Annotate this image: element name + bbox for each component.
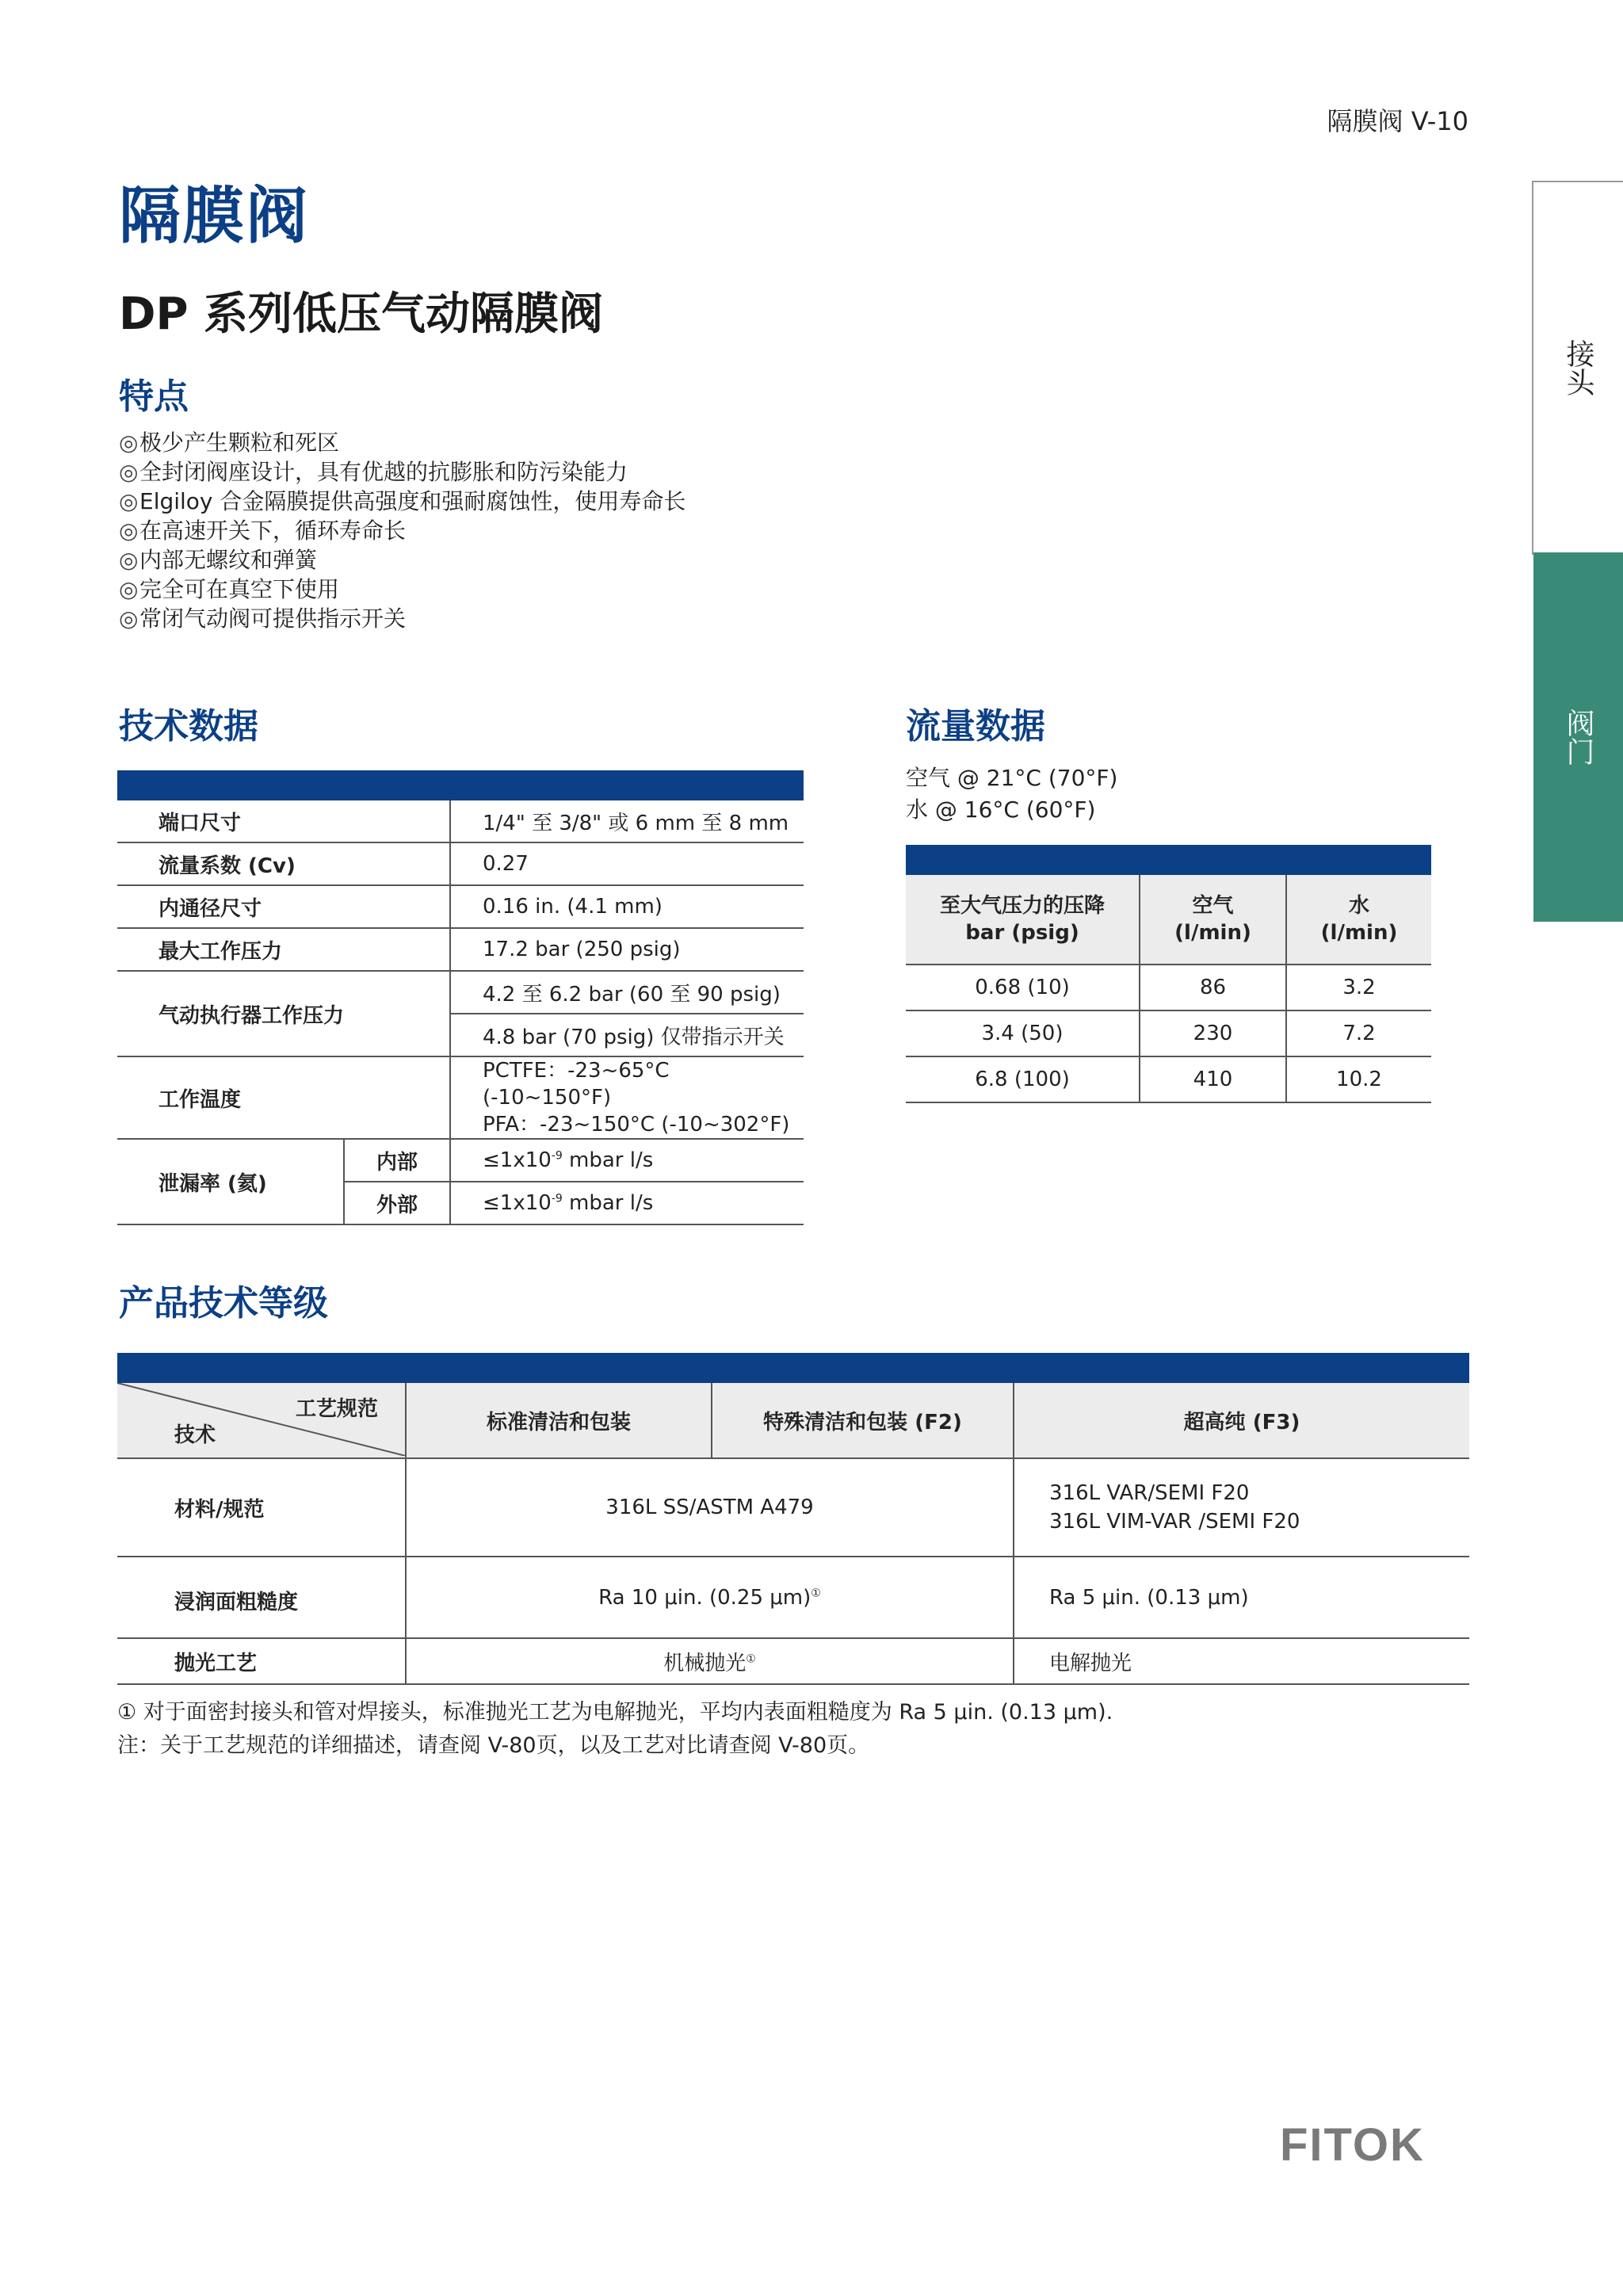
page-subtitle: DP 系列低压气动隔膜阀	[119, 288, 604, 340]
list-item: ◎极少产生颗粒和死区	[119, 430, 340, 456]
bullet-icon: ◎	[119, 576, 139, 602]
table-row: 材料/规范 316L SS/ASTM A479 316L VAR/SEMI F20 316L VIM-VAR /SEMI F20	[117, 1458, 1469, 1557]
table-row	[117, 800, 804, 842]
table-row: 0.68 (10) 86 3.2	[906, 965, 1431, 1010]
tech-table-bar	[117, 770, 804, 800]
table-cell: 最大工作压力	[117, 928, 450, 971]
tab-valves-label: 阀门	[1562, 709, 1594, 766]
list-item: ◎完全可在真空下使用	[119, 576, 340, 602]
bullet-icon: ◎	[119, 606, 139, 632]
svg-text:FITOK: FITOK	[1280, 2121, 1425, 2165]
table-cell: 外部	[344, 1182, 450, 1224]
table-row	[117, 1139, 804, 1182]
table-cell: 0.16 in. (4.1 mm)	[450, 885, 804, 928]
list-item: ◎Elgiloy 合金隔膜提供高强度和强耐腐蚀性，使用寿命长	[119, 488, 686, 514]
table-cell: PCTFE：-23~65°C (-10~150°F) PFA：-23~150°C (-10~302°F)	[450, 1056, 804, 1139]
grade-table	[117, 1383, 1469, 1685]
table-header-row	[117, 1383, 1469, 1458]
flow-heading: 流量数据	[906, 706, 1045, 747]
table-cell: 端口尺寸	[117, 800, 450, 842]
table-row: 6.8 (100) 410 10.2	[906, 1056, 1431, 1102]
tab-fittings[interactable]	[1532, 181, 1623, 555]
list-item: ◎常闭气动阀可提供指示开关	[119, 606, 407, 632]
table-row	[117, 928, 804, 971]
table-row: 浸润面粗糙度 Ra 10 μin. (0.25 μm)① Ra 5 μin. (0.13 μm)	[117, 1557, 1469, 1638]
grade-table-bar	[117, 1353, 1469, 1383]
features-heading: 特点	[119, 376, 189, 417]
table-cell: 0.27	[450, 842, 804, 885]
table-header: 水 (l/min)	[1286, 875, 1431, 965]
tech-table	[117, 800, 804, 1225]
tab-fittings-label: 接头	[1562, 339, 1594, 396]
feature-list	[119, 428, 685, 633]
table-header: 标准清洁和包装	[406, 1383, 712, 1458]
table-row: 抛光工艺 机械抛光① 电解抛光	[117, 1638, 1469, 1684]
bullet-icon: ◎	[119, 430, 139, 456]
list-item: ◎内部无螺纹和弹簧	[119, 547, 318, 573]
table-row	[117, 1056, 804, 1139]
table-cell: 泄漏率 (氦)	[117, 1139, 344, 1224]
bullet-icon: ◎	[119, 459, 139, 485]
table-header: 空气 (l/min)	[1140, 875, 1286, 965]
table-cell: 4.8 bar (70 psig) 仅带指示开关	[450, 1014, 804, 1056]
table-cell: 4.2 至 6.2 bar (60 至 90 psig)	[450, 971, 804, 1014]
corner-header: 工艺规范 技术	[117, 1383, 406, 1458]
tab-valves[interactable]	[1533, 552, 1623, 922]
list-item: ◎在高速开关下，循环寿命长	[119, 518, 407, 544]
grade-heading: 产品技术等级	[119, 1283, 328, 1324]
footnote-1: ① 对于面密封接头和管对焊接头，标准抛光工艺为电解抛光，平均内表面粗糙度为 Ra 5 μin. (0.13 μm).	[117, 1700, 1113, 1725]
table-cell: $\le 1x10^{-9}$ mbar l/s	[450, 1139, 804, 1182]
table-cell: 内通径尺寸	[117, 885, 450, 928]
table-header-row	[906, 875, 1431, 965]
table-row: 3.4 (50) 230 7.2	[906, 1010, 1431, 1056]
table-cell: 1/4" 至 3/8" 或 6 mm 至 8 mm	[450, 800, 804, 842]
bullet-icon: ◎	[119, 518, 139, 544]
table-row	[117, 971, 804, 1014]
table-cell: 工作温度	[117, 1056, 450, 1139]
flow-table-bar	[906, 845, 1431, 875]
list-item: ◎全封闭阀座设计，具有优越的抗膨胀和防污染能力	[119, 459, 628, 485]
table-row	[117, 885, 804, 928]
table-header: 至大气压力的压降 bar (psig)	[906, 875, 1140, 965]
tech-heading: 技术数据	[119, 706, 258, 747]
footnote-2: 注：关于工艺规范的详细描述，请查阅 V-80页，以及工艺对比请查阅 V-80页。	[117, 1733, 870, 1758]
flow-table	[906, 875, 1431, 1103]
bullet-icon: ◎	[119, 547, 139, 573]
fitok-logo	[1280, 2121, 1470, 2168]
footnotes	[117, 1696, 1113, 1763]
table-header: 超高纯 (F3)	[1014, 1383, 1469, 1458]
table-row	[117, 842, 804, 885]
table-cell: 内部	[344, 1139, 450, 1182]
table-cell: $\le 1x10^{-9}$ mbar l/s	[450, 1182, 804, 1224]
page-title: 隔膜阀	[119, 181, 310, 252]
page-label: 隔膜阀 V-10	[1327, 106, 1468, 136]
table-cell: 流量系数 (Cv)	[117, 842, 450, 885]
flow-conditions: 空气 @ 21°C (70°F) 水 @ 16°C (60°F)	[906, 765, 1118, 823]
bullet-icon: ◎	[119, 488, 139, 514]
table-header: 特殊清洁和包装 (F2)	[712, 1383, 1014, 1458]
table-cell: 17.2 bar (250 psig)	[450, 928, 804, 971]
table-cell: 气动执行器工作压力	[117, 971, 450, 1056]
